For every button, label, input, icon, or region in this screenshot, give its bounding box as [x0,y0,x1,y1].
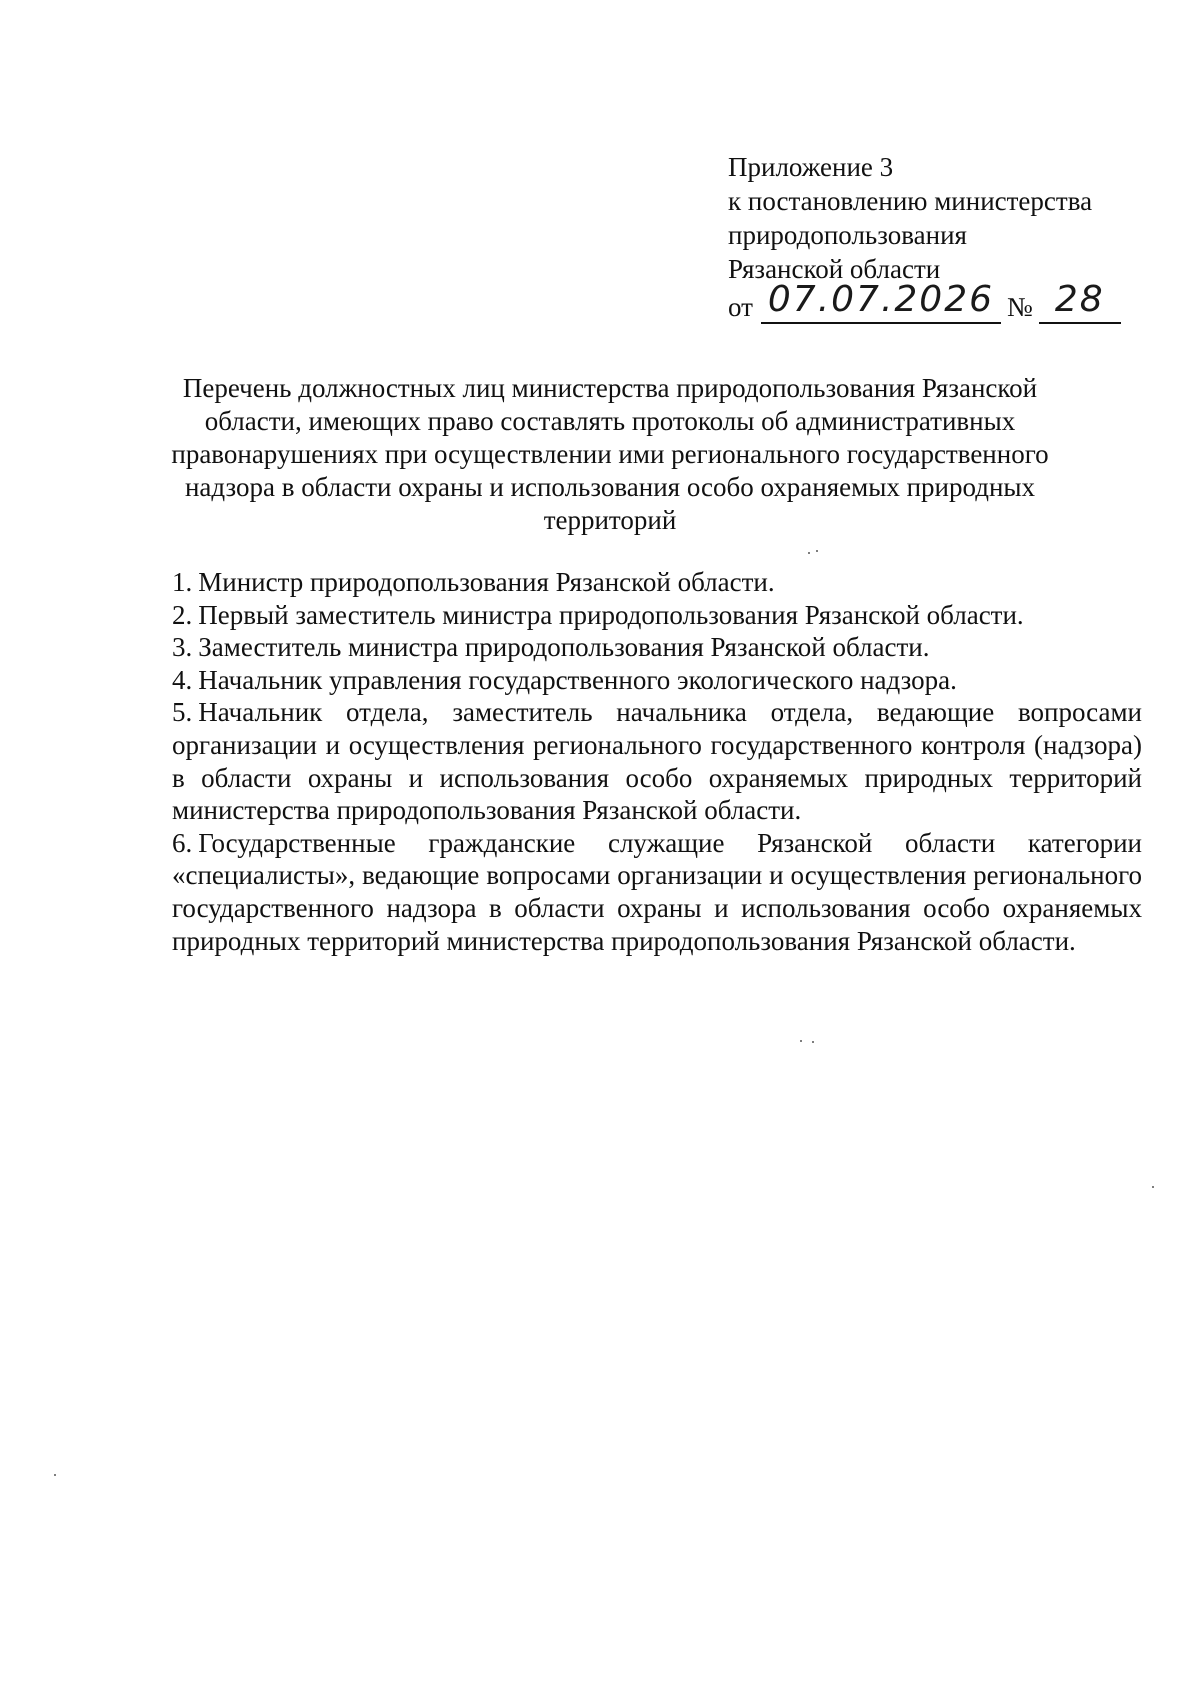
list-item [172,631,1142,664]
handwritten-number: 28 [1054,279,1105,320]
list-item-number: 4. [172,664,193,695]
list-item-number: 2. [172,599,193,630]
scan-speck [808,552,810,554]
list-item [172,827,1142,957]
list-item-text: Заместитель министра природопользования Рязанской области. [198,632,930,663]
list-item [172,664,1142,697]
list-item-text: Первый заместитель министра природопользования Рязанской области. [198,599,1024,630]
scan-speck [812,1041,814,1043]
list-item-text: Начальник управления государственного экологического надзора. [198,664,957,695]
list-item [172,696,1142,826]
number-field [1039,279,1121,324]
list-item-number: 1. [172,567,193,597]
date-field [761,279,1001,324]
scan-speck [816,550,818,552]
list-item-number: 3. [172,632,193,663]
scan-speck [800,1040,802,1042]
officials-list [172,566,1142,957]
annex-header [728,150,1148,324]
list-item-text: Начальник отдела, заместитель начальника отдела, ведающие вопросами организации и осуществления регионального государственного контроля (надзора) в области охраны и использования особо охраняемых природных территорий министерства природопользования Рязанской области. [172,697,1142,826]
annex-title: Приложение 3 [728,152,894,182]
document-title: Перечень должностных лиц министерства природопользования Рязанской области, имеющих право составлять протоколы об административных правонарушениях при осуществлении ими регионального государственного надзора в области охраны и использования особо охраняемых природных территорий [171,373,1049,535]
scan-speck [1152,1186,1154,1188]
list-item [172,566,1142,599]
scan-speck [54,1474,56,1476]
list-item-number: 6. [172,827,193,858]
handwritten-date: 07.07.2026 [767,279,995,320]
list-item [172,599,1142,632]
number-prefix: № [1006,292,1033,322]
annex-line-3: природопользования [728,220,967,250]
list-item-number: 5. [172,697,193,728]
list-item-text: Министр природопользования Рязанской области. [198,567,775,597]
list-item-text: Государственные гражданские служащие Рязанской области категории «специалисты», ведающие вопросами организации и осуществления регионального государственного надзора в области охраны и использования особо охраняемых природных территорий министерства природопользования Рязанской области. [172,827,1142,956]
annex-line-2: к постановлению министерства [728,186,1093,216]
annex-line-4: Рязанской области [728,254,941,284]
date-prefix: от [728,292,753,322]
annex-date-line [728,279,1148,324]
